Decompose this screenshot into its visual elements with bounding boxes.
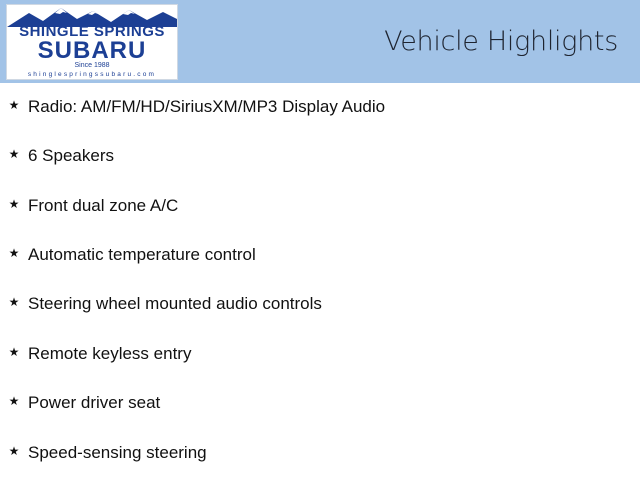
feature-item (7, 95, 385, 119)
feature-label: Front dual zone A/C (28, 196, 179, 215)
star-icon: ★ (8, 197, 20, 211)
star-icon: ★ (8, 345, 20, 359)
logo-since-year: Since 1988 (74, 62, 110, 69)
feature-label: Automatic temperature control (28, 245, 256, 264)
feature-item (7, 144, 114, 168)
star-icon: ★ (8, 295, 20, 309)
header-bar (0, 0, 640, 83)
feature-item (7, 441, 207, 465)
star-icon: ★ (8, 147, 20, 161)
page-title: Vehicle Highlights (384, 26, 618, 57)
logo-brand-name: SUBARU (37, 37, 147, 64)
feature-label: Remote keyless entry (28, 344, 192, 363)
logo-dealer-name: SHINGLE SPRINGS (19, 23, 165, 40)
star-icon: ★ (8, 98, 20, 112)
feature-item (7, 391, 160, 415)
logo-website: shinglespringssubaru.com (27, 71, 157, 78)
feature-label: 6 Speakers (28, 146, 114, 165)
dealer-logo (6, 4, 178, 80)
star-icon: ★ (8, 246, 20, 260)
feature-label: Radio: AM/FM/HD/SiriusXM/MP3 Display Audio (28, 97, 386, 116)
star-icon: ★ (8, 394, 20, 408)
feature-item (7, 342, 191, 366)
star-icon: ★ (8, 444, 20, 458)
feature-label: Speed-sensing steering (28, 443, 207, 462)
feature-label: Steering wheel mounted audio controls (28, 294, 322, 313)
feature-item (7, 292, 322, 316)
feature-label: Power driver seat (28, 393, 161, 412)
feature-item (7, 243, 256, 267)
feature-item (7, 194, 178, 218)
